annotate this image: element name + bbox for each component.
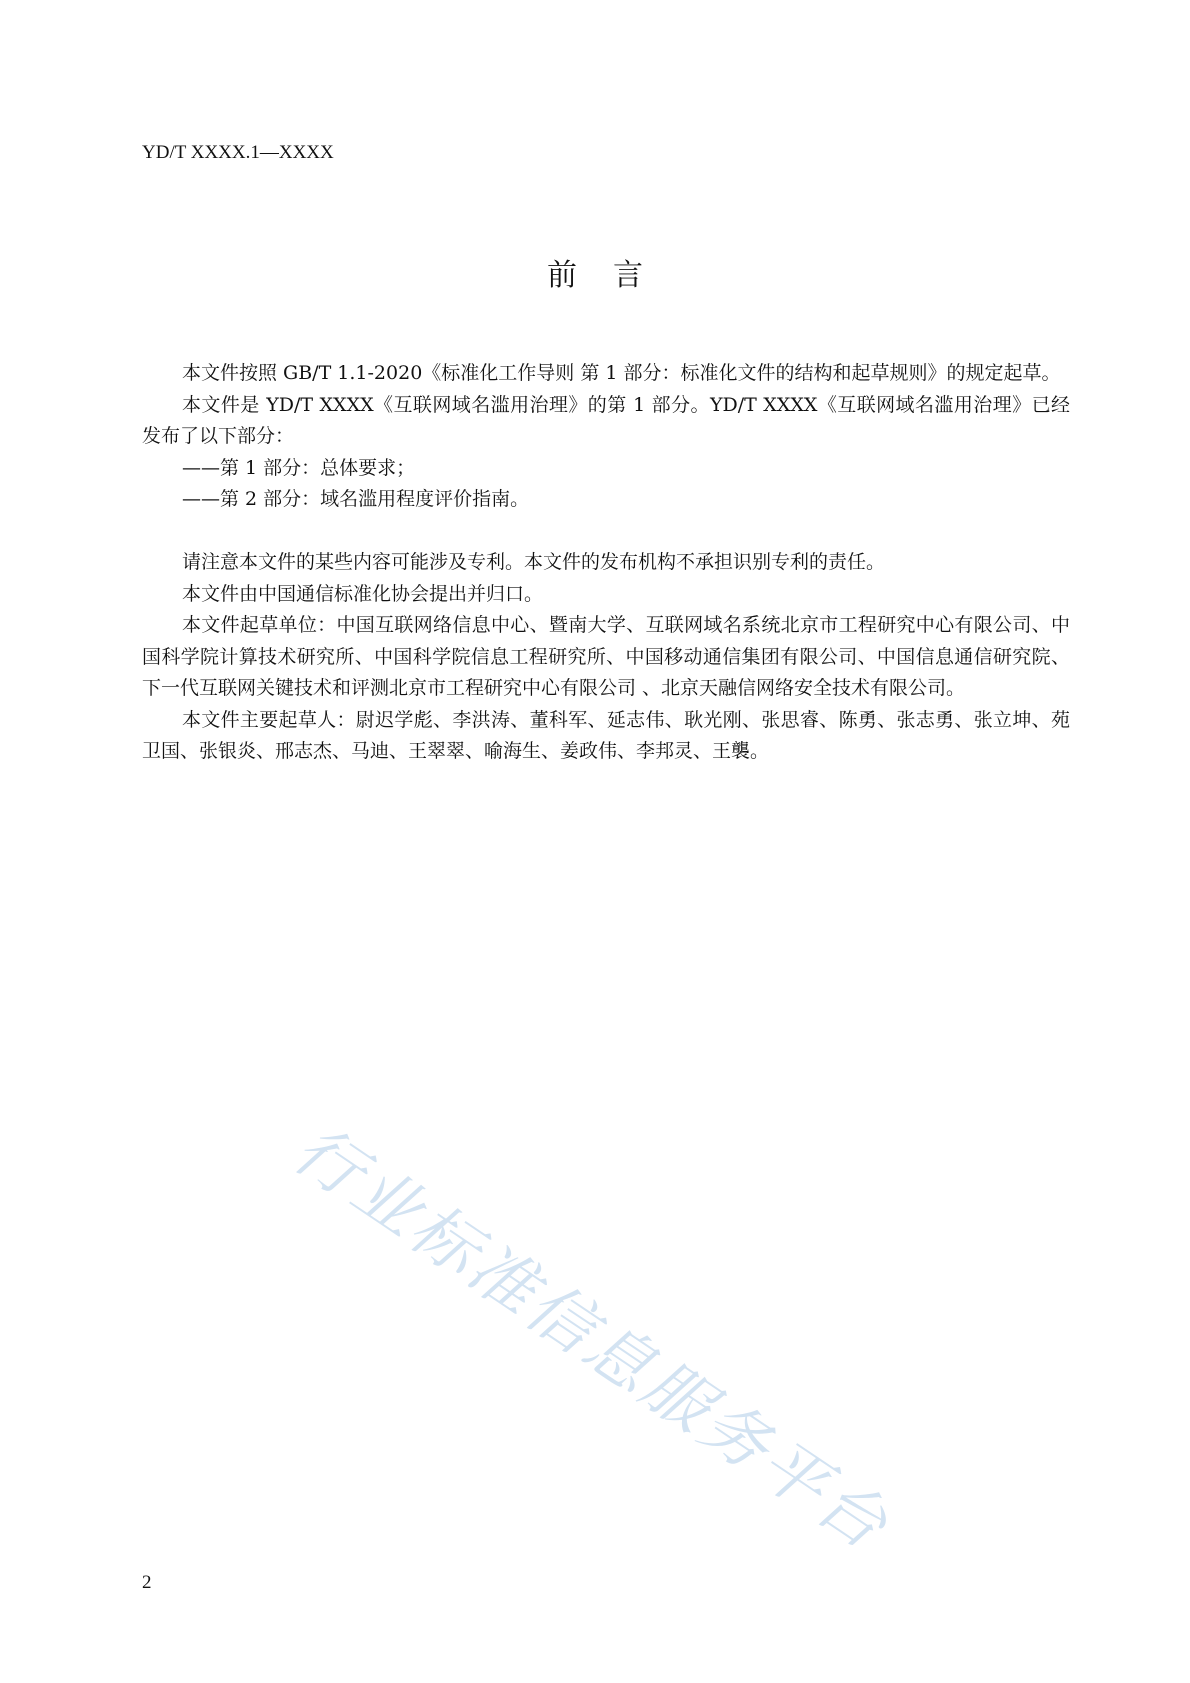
paragraph-patent-notice: 请注意本文件的某些内容可能涉及专利。本文件的发布机构不承担识别专利的责任。 — [182, 551, 886, 573]
paragraph-part-info: 本文件是 YD/T XXXX《互联网域名滥用治理》的第 1 部分。YD/T XXXX《互联网域名滥用治理》已经发布了以下部分： — [142, 393, 1070, 447]
page-title: 前言 — [547, 258, 679, 293]
document-code: YD/T XXXX.1—XXXX — [142, 142, 334, 163]
page-number: 2 — [142, 1572, 152, 1593]
foreword-body — [142, 358, 1070, 768]
paragraph-proposer: 本文件由中国通信标准化协会提出并归口。 — [182, 582, 544, 605]
paragraph-drafting-units: 本文件起草单位：中国互联网络信息中心、暨南大学、互联网域名系统北京市工程研究中心有限公司、中国科学院计算技术研究所、中国科学院信息工程研究所、中国移动通信集团有限公司、中国信息通信研究院、下一代互联网关键技术和评测北京市工程研究中心有限公司 、北京天融信网络安全技术有限公司。 — [142, 614, 1070, 699]
list-item-part-1: ——第 1 部分：总体要求； — [182, 456, 416, 479]
list-item-part-2: ——第 2 部分：域名滥用程度评价指南。 — [182, 488, 530, 510]
paragraph-drafting-rules: 本文件按照 GB/T 1.1-2020《标准化工作导则 第 1 部分：标准化文件的结构和起草规则》的规定起草。 — [182, 362, 1061, 384]
watermark: 行业标准信息服务平台 — [280, 1110, 904, 1566]
paragraph-drafters: 本文件主要起草人：尉迟学彪、李洪涛、董科军、延志伟、耿光刚、张思睿、陈勇、张志勇、张立坤、苑卫国、张银炎、邢志杰、马迪、王翠翠、喻海生、姜政伟、李邦灵、王襲。 — [142, 708, 1070, 762]
